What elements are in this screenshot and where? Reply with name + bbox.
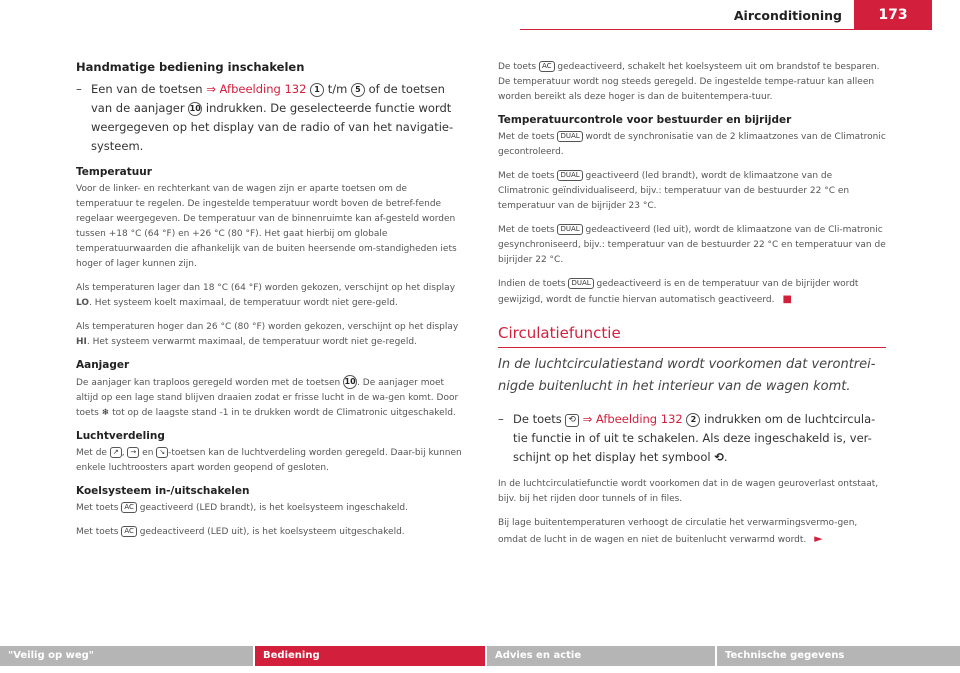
step-text: indrukken. De geselecteerde functie wordt weergegeven op het display van de radio of van het navigatie-systeem. — [91, 101, 454, 153]
paragraph: Voor de linker- en rechterkant van de wagen zijn er aparte toetsen om de temperatuur te regelen. De ingestelde temperatuur wordt boven de betref-fende regelaar weergegeven. De temperatuur van de binnenruimte kan af-gesteld worden tussen +18 °C (64 °F) en +26 °C (80 °F). Het gaat hierbij om globale temperatuurwaarden die afhankelijk van de buiten heersende om-standigheden iets hoger of lager kunnen zijn. — [76, 184, 457, 269]
text: Als temperaturen hoger dan 26 °C (80 °F) worden gekozen, verschijnt op het display — [76, 322, 459, 332]
text: Met de toets — [498, 225, 558, 235]
step-dash: – — [76, 82, 82, 96]
text: De aanjager kan traploos geregeld worden met de toetsen — [76, 378, 344, 388]
paragraph — [498, 60, 886, 105]
footer-tab-safety[interactable]: "Veilig op weg" — [0, 646, 253, 666]
step-text: De toets — [513, 412, 566, 426]
instruction-step — [498, 410, 886, 467]
paragraph: In de luchtcirculatiefunctie wordt voorkomen dat in de wagen geuroverlast ontstaat, bijv. bij het rijden door tunnels of in files. — [498, 479, 879, 504]
footer-tabs — [0, 646, 960, 666]
dual-key-icon: DUAL — [568, 278, 593, 289]
text: gedeactiveerd (LED uit), is het koelsysteem uitgeschakeld. — [136, 527, 405, 537]
right-column — [498, 60, 886, 557]
subheading-driver-passenger: Temperatuurcontrole voor bestuurder en bijrijder — [498, 114, 792, 126]
text: gedeactiveerd is en de temperatuur van de bijrijder wordt gewijzigd, wordt de functie hiervan automatisch geactiveerd. — [498, 279, 859, 305]
footer-tab-advice[interactable]: Advies en actie — [487, 646, 715, 666]
text: en — [139, 448, 157, 458]
recirculation-key-icon: ⟲ — [565, 414, 579, 427]
subheading-temperature: Temperatuur — [76, 166, 152, 178]
step-text: t/m — [324, 82, 351, 96]
text: Met toets — [76, 503, 122, 513]
subheading-cooling: Koelsysteem in-/uitschakelen — [76, 485, 250, 497]
paragraph — [76, 281, 462, 311]
air-middle-key-icon: → — [127, 447, 139, 458]
continue-arrow-icon: ► — [814, 532, 823, 545]
left-column — [76, 60, 462, 549]
ac-key-icon: AC — [539, 61, 555, 72]
text: Indien de toets — [498, 279, 569, 289]
text: . Het systeem verwarmt maximaal, de temperatuur wordt niet ge-regeld. — [86, 337, 417, 347]
section-intro: In de luchtcirculatiestand wordt voorkomen dat verontrei-nigde buitenlucht in het interieur van de wagen komt. — [498, 357, 876, 394]
section-title-circulation: Circulatiefunctie — [498, 324, 886, 348]
text: tot op de laagste stand -1 in te drukken wordt de Climatronic uitgeschakeld. — [109, 408, 456, 418]
recirculation-icon: ⟲ — [714, 450, 724, 464]
step-text: of de toetsen van de aanjager — [91, 82, 445, 115]
ac-key-icon: AC — [121, 502, 137, 513]
text: -toetsen kan de luchtverdeling worden geregeld. Daar-bij kunnen enkele luchtroosters apart worden geopend of gesloten. — [76, 448, 462, 473]
paragraph — [498, 277, 886, 308]
text: gedeactiveerd, schakelt het koelsysteem uit om brandstof te besparen. De temperatuur wordt nog steeds geregeld. De ingestelde tempe-ratuur kan alleen worden bereikt als deze hoger is dan de buitentempera-tuur. — [498, 62, 880, 102]
callout-10-icon: 10 — [343, 375, 357, 389]
step-text: . — [723, 450, 728, 464]
figure-link[interactable]: ⇒ Afbeelding 132 — [206, 82, 307, 96]
step-text: indrukken om de luchtcircula-tie functie in of uit te schakelen. Als deze ingeschakeld is, ver-schijnt op het display het symbool — [513, 412, 876, 464]
text: Met toets — [76, 527, 122, 537]
text: De toets — [498, 62, 539, 72]
step-dash: – — [498, 412, 504, 426]
text: geactiveerd (LED brandt), is het koelsysteem ingeschakeld. — [136, 503, 409, 513]
paragraph — [76, 320, 462, 350]
paragraph — [76, 375, 462, 421]
paragraph — [76, 446, 462, 476]
step-text: Een van de toetsen — [91, 82, 207, 96]
instruction-step — [76, 80, 462, 156]
section-heading-manual: Handmatige bediening inschakelen — [76, 60, 305, 74]
dual-key-icon: DUAL — [557, 170, 582, 181]
text: wordt de synchronisatie van de 2 klimaatzones van de Climatronic gecontroleerd. — [498, 132, 886, 157]
callout-10-icon: 10 — [188, 102, 202, 116]
subheading-air-distribution: Luchtverdeling — [76, 430, 165, 442]
paragraph — [76, 525, 462, 540]
text: . Het systeem koelt maximaal, de temperatuur wordt niet gere-geld. — [89, 298, 398, 308]
text: Met de toets — [498, 171, 558, 181]
paragraph — [498, 223, 886, 268]
running-header-title: Airconditioning — [733, 8, 842, 23]
subheading-fan: Aanjager — [76, 359, 130, 371]
text: . De aanjager moet altijd op een lage stand blijven draaien zodat er frisse lucht in de wa-gen komt. Door toets — [76, 378, 459, 418]
text: Met de — [76, 448, 110, 458]
display-hi: HI — [76, 337, 87, 347]
air-up-key-icon: ↗ — [110, 447, 122, 458]
text: Als temperaturen lager dan 18 °C (64 °F) worden gekozen, verschijnt op het display — [76, 283, 456, 293]
callout-2-icon: 2 — [686, 413, 700, 427]
callout-1-icon: 1 — [310, 83, 324, 97]
footer-tab-technical[interactable]: Technische gegevens — [717, 646, 960, 666]
dual-key-icon: DUAL — [557, 131, 582, 142]
text: Bij lage buitentemperaturen verhoogt de circulatie het verwarmingsvermo-gen, omdat de lucht in de wagen en niet de buitenlucht verwarmd wordt. — [498, 518, 858, 545]
paragraph — [498, 169, 886, 214]
dual-key-icon: DUAL — [557, 224, 582, 235]
callout-5-icon: 5 — [351, 83, 365, 97]
page-number: 173 — [854, 0, 932, 30]
text: , — [121, 448, 128, 458]
header-rule — [520, 29, 854, 30]
figure-link[interactable]: ⇒ Afbeelding 132 — [582, 412, 683, 426]
paragraph — [76, 501, 462, 516]
paragraph — [498, 516, 886, 548]
display-lo: LO — [76, 298, 90, 308]
end-of-section-icon: ■ — [782, 294, 792, 305]
paragraph — [498, 130, 886, 160]
fan-icon: ❄ — [101, 408, 110, 418]
text: geactiveerd (led brandt), wordt de klimaatzone van de Climatronic geïndividualiseerd, bijv.: temperatuur van de bestuurder 22 °C en temperatuur van de bijrijder 23 °C. — [498, 171, 850, 211]
air-down-key-icon: ↘ — [156, 447, 168, 458]
ac-key-icon: AC — [121, 526, 137, 537]
text: gedeactiveerd (led uit), wordt de klimaatzone van de Cli-matronic gesynchroniseerd, bijv.: temperatuur van de bestuurder 22 °C en temperatuur van de bijrijder 22 °C. — [498, 225, 886, 265]
text: Met de toets — [498, 132, 558, 142]
footer-tab-operation[interactable]: Bediening — [255, 646, 485, 666]
